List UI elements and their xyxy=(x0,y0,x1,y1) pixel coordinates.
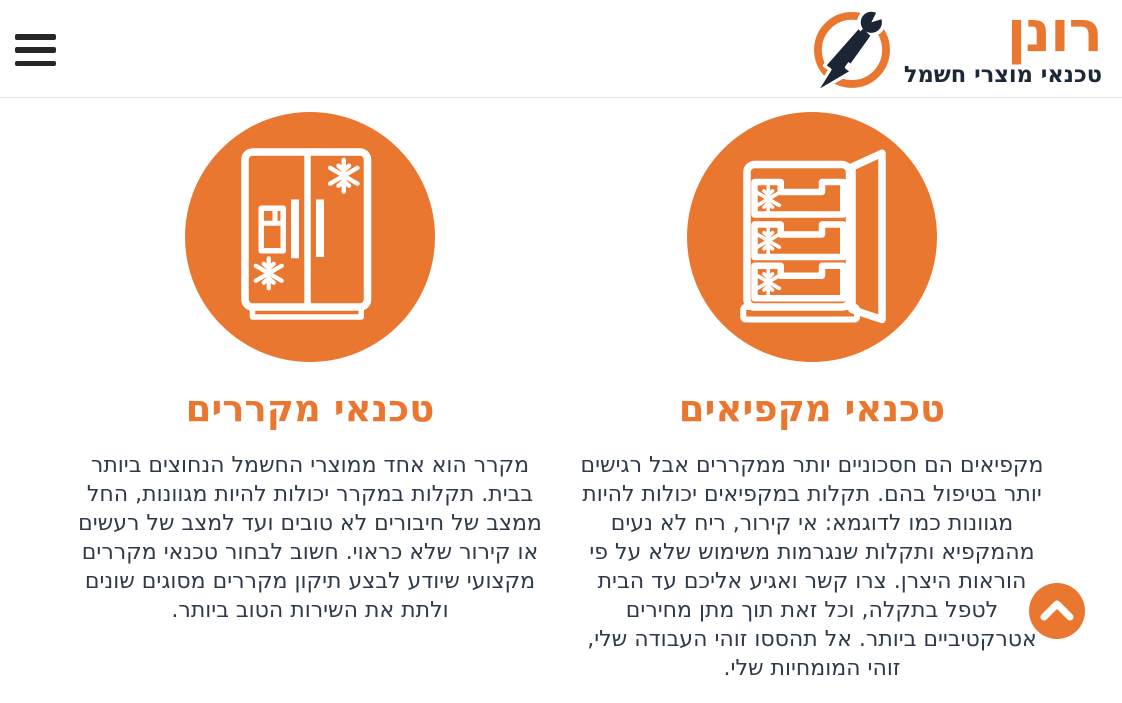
site-logo[interactable] xyxy=(806,0,1102,95)
section-title: טכנאי מקפיאים xyxy=(678,387,946,430)
section-freezer-technician xyxy=(561,112,1063,683)
hamburger-menu-button[interactable] xyxy=(15,34,56,66)
wrench-bolt-icon xyxy=(806,3,898,95)
services-row xyxy=(59,112,1063,683)
hamburger-icon xyxy=(15,47,56,53)
hamburger-icon xyxy=(15,61,56,67)
section-body: מקפיאים הם חסכוניים יותר ממקררים אבל רגישים יותר בטיפול בהם. תקלות במקפיאים יכולות להיות מגוונות כמו לדוגמא: אי קירור, ריח לא נעים מהמקפיא ותקלות שנגרמות משימוש שלא על פי הוראות היצרן. צרו קשר ואגיע אליכם עד הבית לטפל בתקלה, וכל זאת תוך מתן מחירים אטרקטיביים ביותר. אל תהססו זוהי העבודה שלי, זוהי המומחיות שלי. xyxy=(580,453,1044,682)
fridge-icon xyxy=(185,112,435,362)
chevron-up-icon xyxy=(1029,583,1085,639)
scroll-to-top-button[interactable] xyxy=(1029,583,1085,639)
hamburger-icon xyxy=(15,34,56,40)
section-fridge-technician xyxy=(59,112,561,683)
logo-title: רונן xyxy=(1006,0,1102,65)
section-body: מקרר הוא אחד ממוצרי החשמל הנחוצים ביותר בבית. תקלות במקרר יכולות להיות מגוונות, החל ממצב של חיבורים לא טובים ועד למצב של רעשים או קירור שלא כראוי. חשוב לבחור טכנאי מקררים מקצועי שיודע לבצע תיקון מקררים מסוגים שונים ולתת את השירות הטוב ביותר. xyxy=(78,453,542,624)
site-header xyxy=(0,0,1122,98)
freezer-icon xyxy=(687,112,937,362)
logo-tagline: טכנאי מוצרי חשמל xyxy=(903,62,1102,89)
main-content xyxy=(0,112,1122,683)
section-title: טכנאי מקררים xyxy=(185,387,435,430)
logo-text xyxy=(903,0,1102,89)
